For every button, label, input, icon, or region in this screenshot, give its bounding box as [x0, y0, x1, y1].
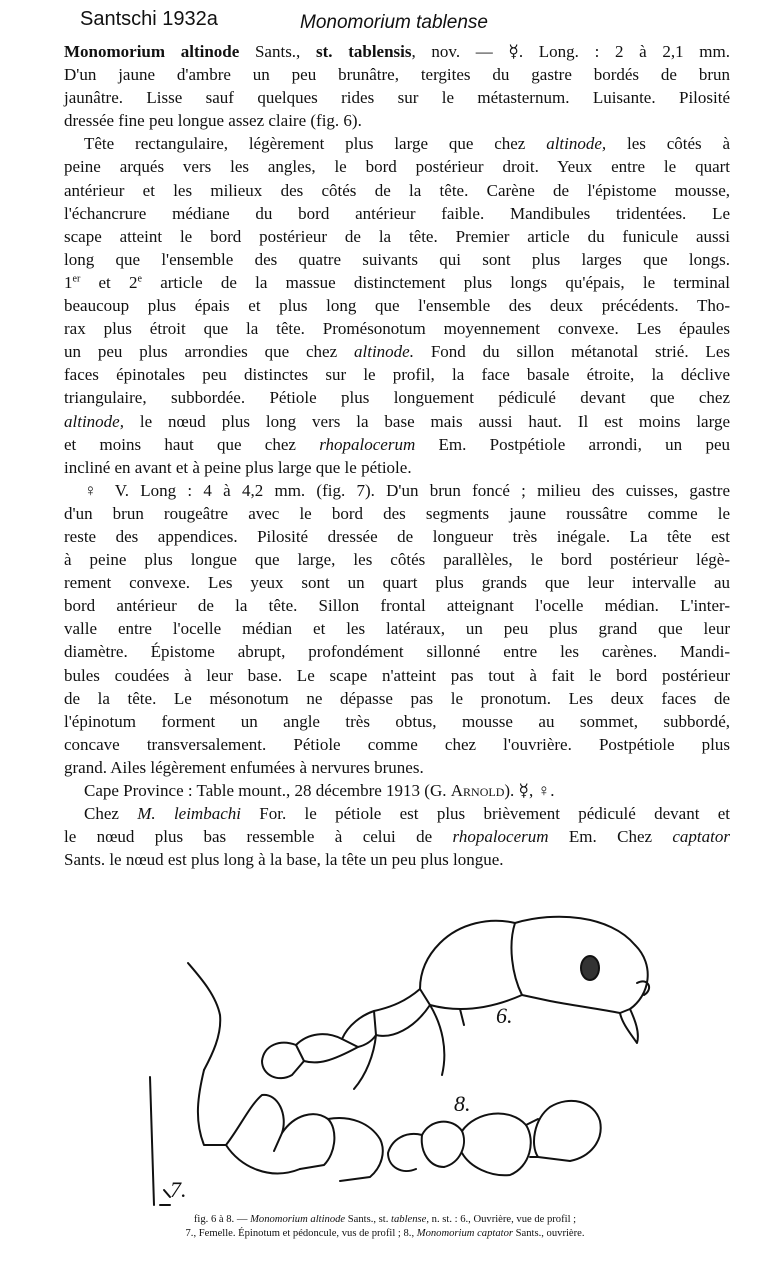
side-stripe [160, 1190, 170, 1205]
text-span: fig. 6 à 8. — [193, 1214, 251, 1225]
text-line: faces épinotales peu distinctes sur le profil, la face basale étroite, la déclive [64, 365, 730, 385]
figure-label-7: 7. [170, 1177, 187, 1202]
eye [581, 956, 599, 980]
text-span: un peu plus arrondies que chez [64, 342, 354, 362]
text-line: D'un jaune d'ambre un peu brunâtre, tergites du gastre bordés de brun [64, 65, 730, 85]
italic-span: tablense [391, 1214, 427, 1225]
italic-span: captator [672, 827, 730, 847]
text-line: de la tête. Le mésonotum ne dépasse pas le pronotum. Les deux faces de [64, 688, 730, 708]
epinotum-outline [188, 963, 220, 1070]
caption-line [60, 1227, 710, 1241]
petiole [296, 1034, 358, 1062]
text-span: , nov. — ☿. Long. : 2 à 2,1 mm. [411, 42, 731, 61]
text-span: 1 [64, 272, 73, 292]
mandible [620, 1009, 638, 1043]
text-line: l'épinotum forment un angle très obtus, mousse au sommet, subbordé, [64, 711, 730, 731]
head-part [534, 1101, 601, 1161]
text-line [64, 802, 730, 825]
mesosoma [374, 989, 430, 1036]
italic-span: M. leimbachi [137, 804, 241, 824]
italic-span: altinode, [546, 134, 607, 154]
text-line: long que l'ensemble des quatre suivants qui sont plus larges que longs. [64, 249, 730, 269]
text-span: le nœud plus bas ressemble à celui de [64, 827, 453, 847]
text-span: 7., Femelle. Épinotum et pédoncule, vus de profil ; 8., [185, 1227, 417, 1239]
text-line: triangulaire, subbordée. Pétiole plus longuement pédiculé devant que chez [64, 388, 730, 408]
text-line: Sants. le nœud est plus long à la base, la tête un peu plus longue. [64, 850, 504, 870]
petiole-left [388, 1134, 422, 1171]
text-line: incliné en avant et à peine plus large que le pétiole. [64, 457, 412, 477]
text-span: ). ☿, ♀. [504, 781, 555, 800]
text-line: valle entre l'ocelle médian et les latéraux, un peu plus grand que leur [64, 619, 730, 639]
text-span: les côtés à [606, 134, 731, 154]
legs [354, 1005, 464, 1089]
text-span: Sants., st. [345, 1214, 392, 1225]
collector-name: Arnold [450, 781, 505, 800]
text-span: Chez [84, 804, 138, 824]
text-span: Tête rectangulaire, légèrement plus large que chez [84, 134, 547, 154]
gaster [462, 1114, 531, 1176]
text-span: et 2 [80, 272, 138, 292]
postpetiole-node [282, 1114, 334, 1169]
ant-drawings [130, 905, 660, 1210]
epinotum [342, 1011, 376, 1047]
text-line: rement convexe. Les yeux sont un quart plus grands que leur intervalle au [64, 573, 730, 593]
text-line: rax plus étroit que la tête. Promésonotum moyennement convexe. Les épaules [64, 319, 730, 339]
text-line: à peine plus longue que large, les côtés parallèles, le bord postérieur légè- [64, 550, 730, 570]
superscript: er [72, 273, 81, 285]
text-line: bules coudées à leur base. Le scape n'atteint pas tout à fait le bord postérieur [64, 665, 730, 685]
text-line: dressée fine peu longue assez claire (fig. 6). [64, 111, 362, 131]
text-line [64, 779, 730, 802]
text-span: Em. Chez [548, 827, 673, 847]
head-outline [511, 917, 647, 1013]
fig7-female-profile [150, 963, 383, 1205]
text-line [64, 132, 730, 155]
text-line [64, 825, 730, 848]
subspecies-name: st. tablensis [316, 42, 412, 61]
running-head-species: Monomorium tablense [300, 12, 488, 33]
pronotum [420, 921, 522, 1009]
text-line: ♀ V. Long : 4 à 4,2 mm. (fig. 7). D'un brun foncé ; milieu des cuisses, gastre [84, 480, 730, 500]
text-span: Sants., ouvrière. [513, 1227, 585, 1239]
text-line [64, 271, 730, 294]
text-span: , n. st. : 6., Ouvrière, vue de profil ; [426, 1214, 577, 1225]
text-line: grand. Ailes légèrement enfumées à nervures brunes. [64, 757, 424, 777]
italic-span: Monomorium captator [416, 1227, 513, 1239]
species-name: Monomorium altinode [64, 42, 240, 61]
text-span: Em. Postpétiole arrondi, un peu [415, 434, 730, 454]
thorax-edge [198, 1070, 226, 1145]
text-line: jaunâtre. Lisse sauf quelques rides sur le métasternum. Luisante. Pilosité [64, 88, 730, 108]
figure-caption [60, 1213, 710, 1240]
text-span: le nœud plus long vers la base mais aussi haut. Il est moins large [123, 411, 730, 431]
text-line: antérieur et les milieux des côtés de la tête. Carène de l'épistome mousse, [64, 180, 730, 200]
text-span: et moins haut que chez [64, 434, 320, 454]
italic-span: altinode. [354, 342, 414, 362]
postpetiole-node [422, 1122, 464, 1167]
petiole-node [226, 1095, 284, 1151]
italic-span: altinode, [64, 411, 124, 431]
text-line: diamètre. Épistome abrupt, profondément sillonné entre les carènes. Mandi- [64, 642, 730, 662]
text-line: bord antérieur de la tête. Sillon frontal atteignant l'ocelle médian. L'inter- [64, 596, 730, 616]
fig8-captator-profile [388, 1101, 601, 1175]
text-line: concave transversalement. Pétiole comme chez l'ouvrière. Postpétiole plus [64, 734, 730, 754]
text-span: Fond du sillon métanotal strié. Les [413, 342, 730, 362]
italic-span: rhopalocerum [452, 827, 549, 847]
superscript: e [137, 273, 142, 285]
text-line: d'un brun rougeâtre avec le bord des segments jaune roussâtre comme le [64, 503, 730, 523]
fig6-worker-profile [262, 917, 649, 1089]
text-line: l'échancrure médiane du bord antérieur faible. Mandibules tridentées. Le [64, 203, 730, 223]
text-span: For. le pétiole est plus brièvement pédiculé devant et [240, 804, 730, 824]
article-body [64, 40, 730, 871]
figure-label-8: 8. [454, 1091, 471, 1116]
text-line: beaucoup plus épais et plus long que l'ensemble des deux précédents. Tho- [64, 296, 730, 316]
text-span: Sants., [239, 42, 316, 61]
text-span: Cape Province : Table mount., 28 décembre 1913 (G. [84, 781, 451, 800]
gaster-edge [328, 1118, 383, 1181]
italic-span: rhopalocerum [319, 434, 416, 454]
running-head-author: Santschi 1932a [80, 8, 218, 30]
text-line [64, 410, 730, 433]
text-span: article de la massue distinctement plus longs qu'épais, le terminal [141, 272, 730, 292]
ant-figure [130, 905, 660, 1210]
figure-label-6: 6. [496, 1003, 513, 1028]
text-line: peine arqués vers les angles, le bord postérieur droit. Yeux entre le quart [64, 157, 730, 177]
text-line [64, 340, 730, 363]
text-line [64, 433, 730, 456]
text-line: reste des appendices. Pilosité dressée de longueur très inégale. La tête est [64, 526, 730, 546]
caption-line [60, 1213, 710, 1227]
italic-span: Monomorium altinode [250, 1214, 346, 1225]
text-line [64, 40, 730, 63]
text-line: scape atteint le bord postérieur de la tête. Premier article du funicule aussi [64, 226, 730, 246]
